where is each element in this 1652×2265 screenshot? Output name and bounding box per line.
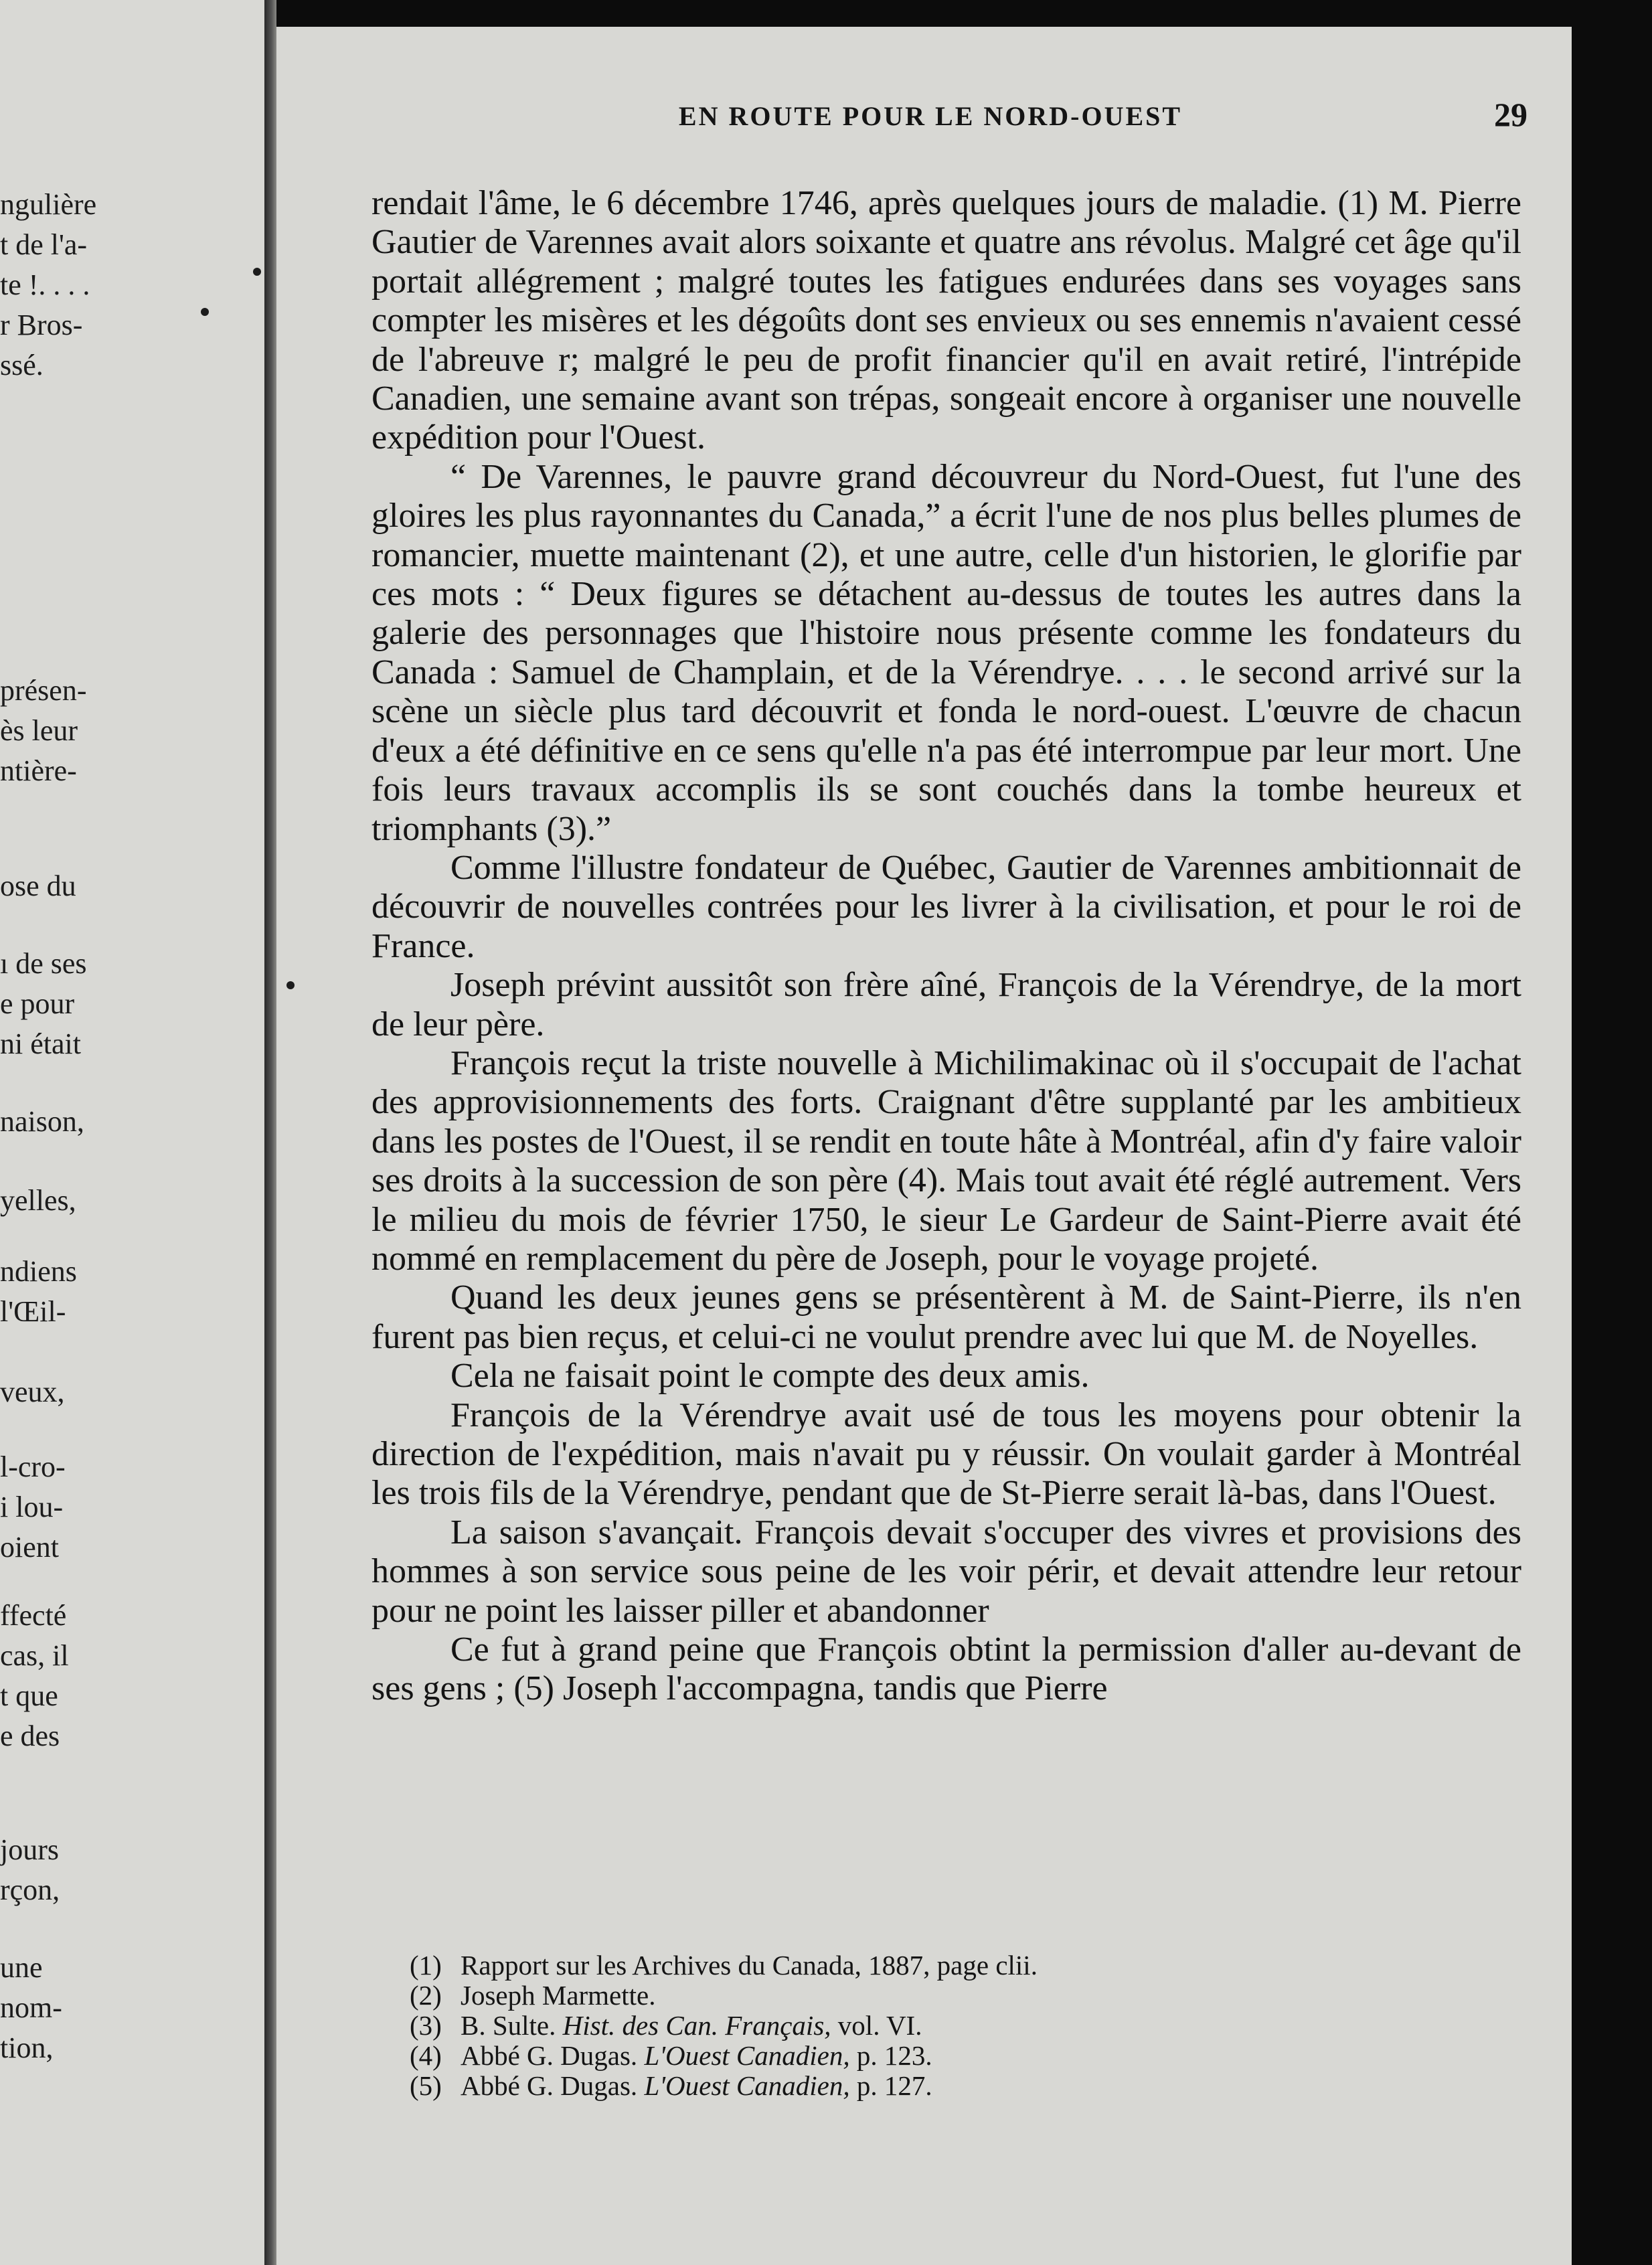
left-page-fragment: ffecté: [0, 1599, 67, 1632]
left-page-fragment: t que: [0, 1679, 58, 1712]
footnote-number: (4): [410, 2040, 442, 2071]
paragraph: François reçut la triste nouvelle à Michilimakinac où il s'occupait de l'achat des approvisionnements des forts. Craignant d'être supplanté par les ambitieux dans les postes de l'Ouest, il se rendit en toute hâte à Montréal, afin d'y faire valoir ses droits à la succession de son père (4). Mais tout avait été réglé autrement. Vers le milieu du mois de février 1750, le sieur Le Gardeur de Saint-Pierre avait été nommé en remplacement du père de Joseph, pour le voyage projeté.: [371, 1043, 1521, 1278]
footnote-number: (1): [410, 1950, 442, 1981]
paragraph: La saison s'avançait. François devait s'occuper des vivres et provisions des hommes à son service sous peine de les voir périr, et devait attendre leur retour pour ne point les laisser piller et abandonner: [371, 1513, 1521, 1630]
paragraph: Cela ne faisait point le compte des deux amis.: [450, 1357, 1090, 1396]
footnote-tail: vol. VI.: [831, 2010, 922, 2041]
footnote-text: Abbé G. Dugas.: [461, 2070, 645, 2101]
adjacent-left-page: [0, 0, 264, 2265]
left-page-fragment: jours: [0, 1833, 59, 1866]
left-page-fragment: ntière-: [0, 754, 77, 787]
left-page-fragment: naison,: [0, 1105, 84, 1138]
left-page-fragment: ı de ses: [0, 947, 87, 980]
footnote-title: Hist. des Can. Français,: [562, 2010, 831, 2041]
paragraph: rendait l'âme, le 6 décembre 1746, après quelques jours de maladie. (1) M. Pierre Gautier de Varennes avait alors soixante et quatre ans révolus. Malgré cet âge qu'il portait allégrement ; malgré toutes les fatigues endurées dans ses voyages sans compter les misères et les dégoûts dont ses envieux ou ses ennemis n'avaient cessé de l'abreuve r; malgré le peu de profit financier qu'il en avait retiré, l'intrépide Canadien, une semaine avant son trépas, songeait encore à organiser une nouvelle expédition pour l'Ouest.: [371, 184, 1521, 457]
left-page-fragment: nom-: [0, 1991, 62, 2024]
page-number: 29: [1494, 96, 1527, 133]
footnote-text: Joseph Marmette.: [461, 1980, 656, 2011]
footnote: [410, 2071, 1514, 2101]
footnote: [410, 1981, 1514, 2011]
footnote-number: (5): [410, 2070, 442, 2101]
paragraph: François de la Vérendrye avait usé de tous les moyens pour obtenir la direction de l'expédition, mais n'avait pu y réussir. On voulait garder à Montréal les trois fils de la Vérendrye, pendant que de St-Pierre serait là-bas, dans l'Ouest.: [371, 1396, 1521, 1513]
left-page-fragment: i lou-: [0, 1491, 64, 1523]
left-page-fragment: cas, il: [0, 1639, 69, 1672]
left-page-fragment: r Bros-: [0, 309, 83, 341]
footnote-tail: p. 127.: [849, 2070, 932, 2101]
speck-mark: [286, 981, 295, 989]
paragraph: Ce fut à grand peine que François obtint la permission d'aller au-devant de ses gens ; (5) Joseph l'accompagna, tandis que Pierre: [371, 1630, 1521, 1708]
body-text: [371, 184, 1521, 1709]
footnote-number: (2): [410, 1980, 442, 2011]
left-page-fragment: e des: [0, 1719, 60, 1752]
paragraph: Comme l'illustre fondateur de Québec, Gautier de Varennes ambitionnait de découvrir de nouvelles contrées pour les livrer à la civilisation, et pour le roi de France.: [371, 848, 1521, 965]
left-page-fragment: ngulière: [0, 188, 97, 221]
left-page-fragment: te !. . . .: [0, 268, 90, 301]
footnotes: [410, 1950, 1514, 2101]
footnote-text: Rapport sur les Archives du Canada, 1887, page clii.: [461, 1950, 1038, 1981]
footnote-tail: p. 123.: [849, 2040, 932, 2071]
left-page-fragment: veux,: [0, 1375, 65, 1408]
left-page-fragment: t de l'a-: [0, 228, 88, 261]
paragraph: Joseph prévint aussitôt son frère aîné, François de la Vérendrye, de la mort de leur père.: [371, 966, 1521, 1043]
speck-mark: [253, 268, 261, 276]
paragraph: “ De Varennes, le pauvre grand découvreur du Nord-Ouest, fut l'une des gloires les plus rayonnantes du Canada,” a écrit l'une de nos plus belles plumes de romancier, muette maintenant (2), et une autre, celle d'un historien, le glorifie par ces mots : “ Deux figures se détachent au-dessus de toutes les autres dans la galerie des personnages que l'histoire nous présente comme les fondateurs du Canada : Samuel de Champlain, et de la Vérendrye. . . . le second arrivé sur la scène un siècle plus tard découvrit et fonda le nord-ouest. L'œuvre de chacun d'eux a été définitive en ce sens qu'elle n'a pas été interrompue par leur mort. Une fois leurs travaux accomplis ils se sont couchés dans la tombe heureux et triomphants (3).”: [371, 457, 1521, 848]
left-page-fragment: oient: [0, 1531, 59, 1564]
left-page-fragment: ès leur: [0, 714, 78, 747]
left-page-fragment: l-cro-: [0, 1450, 66, 1483]
footnote: [410, 2011, 1514, 2041]
left-page-fragment: ssé.: [0, 349, 44, 382]
footnote: [410, 1950, 1514, 1981]
footnote-title: L'Ouest Canadien,: [644, 2070, 850, 2101]
footnote-text: B. Sulte.: [461, 2010, 563, 2041]
left-page-fragment: l'Œil-: [0, 1295, 66, 1328]
left-page-fragment: e pour: [0, 987, 75, 1020]
left-page-fragment: ni était: [0, 1027, 81, 1060]
running-head: EN ROUTE POUR LE NORD-OUEST: [678, 101, 1183, 131]
left-page-fragment: ndiens: [0, 1255, 77, 1288]
left-page-fragment: une: [0, 1951, 43, 1984]
left-page-fragment: ose du: [0, 869, 76, 902]
page-edge-shadow: [1572, 27, 1652, 2265]
left-page-fragment: tion,: [0, 2031, 54, 2064]
paragraph: Quand les deux jeunes gens se présentèrent à M. de Saint-Pierre, ils n'en furent pas bien reçus, et celui-ci ne voulut prendre avec lui que M. de Noyelles.: [371, 1278, 1521, 1356]
speck-mark: [201, 308, 209, 316]
footnote-number: (3): [410, 2010, 442, 2041]
footnote: [410, 2041, 1514, 2071]
left-page-fragment: yelles,: [0, 1184, 76, 1217]
footnote-title: L'Ouest Canadien,: [644, 2040, 850, 2071]
binding-gutter: [264, 0, 276, 2265]
left-page-fragment: présen-: [0, 674, 87, 707]
left-page-fragment: rçon,: [0, 1873, 60, 1906]
footnote-text: Abbé G. Dugas.: [461, 2040, 645, 2071]
